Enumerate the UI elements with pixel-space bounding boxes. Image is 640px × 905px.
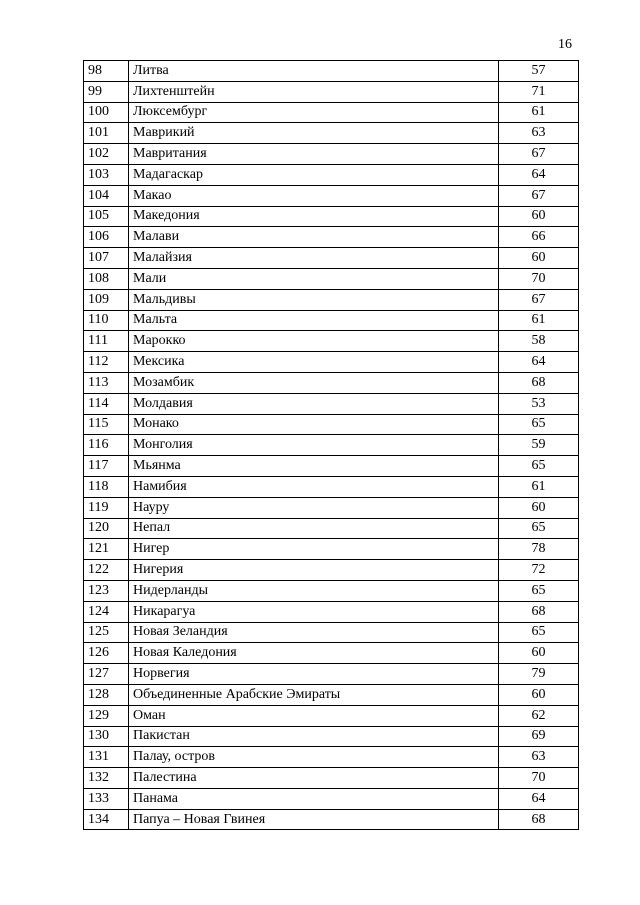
- table-row: [84, 622, 579, 643]
- country-name-cell: Пакистан: [129, 726, 499, 747]
- value-cell: 65: [499, 456, 579, 477]
- value-cell: 53: [499, 393, 579, 414]
- value-cell: 69: [499, 726, 579, 747]
- value-cell: 64: [499, 164, 579, 185]
- table-row: [84, 747, 579, 768]
- value-cell: 61: [499, 102, 579, 123]
- value-cell: 67: [499, 185, 579, 206]
- row-number-cell: 98: [84, 61, 129, 82]
- table-row: [84, 705, 579, 726]
- row-number-cell: 108: [84, 268, 129, 289]
- row-number-cell: 123: [84, 580, 129, 601]
- table-row: [84, 81, 579, 102]
- row-number-cell: 112: [84, 352, 129, 373]
- country-name-cell: Нигерия: [129, 560, 499, 581]
- row-number-cell: 110: [84, 310, 129, 331]
- row-number-cell: 104: [84, 185, 129, 206]
- value-cell: 64: [499, 788, 579, 809]
- table-row: [84, 580, 579, 601]
- row-number-cell: 130: [84, 726, 129, 747]
- table-row: [84, 601, 579, 622]
- value-cell: 60: [499, 497, 579, 518]
- table-row: [84, 61, 579, 82]
- row-number-cell: 128: [84, 684, 129, 705]
- row-number-cell: 122: [84, 560, 129, 581]
- country-name-cell: Новая Зеландия: [129, 622, 499, 643]
- table-row: [84, 726, 579, 747]
- country-name-cell: Палау, остров: [129, 747, 499, 768]
- row-number-cell: 134: [84, 809, 129, 830]
- table-row: [84, 643, 579, 664]
- table-row: [84, 268, 579, 289]
- country-name-cell: Мальдивы: [129, 289, 499, 310]
- row-number-cell: 119: [84, 497, 129, 518]
- value-cell: 61: [499, 476, 579, 497]
- value-cell: 58: [499, 331, 579, 352]
- page-number: 16: [558, 37, 572, 52]
- country-name-cell: Монголия: [129, 435, 499, 456]
- table-row: [84, 352, 579, 373]
- table-row: [84, 435, 579, 456]
- country-name-cell: Мексика: [129, 352, 499, 373]
- table-row: [84, 768, 579, 789]
- table-row: [84, 248, 579, 269]
- table-row: [84, 809, 579, 830]
- country-name-cell: Никарагуа: [129, 601, 499, 622]
- row-number-cell: 131: [84, 747, 129, 768]
- row-number-cell: 111: [84, 331, 129, 352]
- country-name-cell: Марокко: [129, 331, 499, 352]
- country-name-cell: Объединенные Арабские Эмираты: [129, 684, 499, 705]
- country-name-cell: Макао: [129, 185, 499, 206]
- country-name-cell: Оман: [129, 705, 499, 726]
- table-row: [84, 560, 579, 581]
- value-cell: 63: [499, 747, 579, 768]
- value-cell: 60: [499, 206, 579, 227]
- country-name-cell: Панама: [129, 788, 499, 809]
- table-row: [84, 372, 579, 393]
- value-cell: 72: [499, 560, 579, 581]
- row-number-cell: 124: [84, 601, 129, 622]
- country-name-cell: Мали: [129, 268, 499, 289]
- row-number-cell: 126: [84, 643, 129, 664]
- value-cell: 68: [499, 809, 579, 830]
- data-table: [83, 60, 579, 830]
- country-name-cell: Лихтенштейн: [129, 81, 499, 102]
- value-cell: 65: [499, 414, 579, 435]
- row-number-cell: 102: [84, 144, 129, 165]
- row-number-cell: 105: [84, 206, 129, 227]
- row-number-cell: 117: [84, 456, 129, 477]
- row-number-cell: 133: [84, 788, 129, 809]
- table-row: [84, 123, 579, 144]
- table-row: [84, 164, 579, 185]
- table-row: [84, 684, 579, 705]
- table-row: [84, 331, 579, 352]
- country-name-cell: Литва: [129, 61, 499, 82]
- table-row: [84, 393, 579, 414]
- country-name-cell: Маврикий: [129, 123, 499, 144]
- value-cell: 63: [499, 123, 579, 144]
- country-name-cell: Малайзия: [129, 248, 499, 269]
- value-cell: 70: [499, 268, 579, 289]
- table-row: [84, 102, 579, 123]
- row-number-cell: 121: [84, 539, 129, 560]
- value-cell: 60: [499, 684, 579, 705]
- country-name-cell: Люксембург: [129, 102, 499, 123]
- row-number-cell: 113: [84, 372, 129, 393]
- table-row: [84, 539, 579, 560]
- row-number-cell: 99: [84, 81, 129, 102]
- value-cell: 67: [499, 144, 579, 165]
- value-cell: 65: [499, 518, 579, 539]
- country-name-cell: Мавритания: [129, 144, 499, 165]
- country-name-cell: Папуа – Новая Гвинея: [129, 809, 499, 830]
- country-name-cell: Македония: [129, 206, 499, 227]
- table-row: [84, 185, 579, 206]
- table-row: [84, 664, 579, 685]
- country-name-cell: Нигер: [129, 539, 499, 560]
- value-cell: 59: [499, 435, 579, 456]
- row-number-cell: 107: [84, 248, 129, 269]
- value-cell: 66: [499, 227, 579, 248]
- country-name-cell: Малави: [129, 227, 499, 248]
- table-row: [84, 497, 579, 518]
- value-cell: 65: [499, 580, 579, 601]
- table-row: [84, 518, 579, 539]
- table-row: [84, 456, 579, 477]
- country-name-cell: Палестина: [129, 768, 499, 789]
- table-row: [84, 788, 579, 809]
- row-number-cell: 101: [84, 123, 129, 144]
- row-number-cell: 115: [84, 414, 129, 435]
- value-cell: 70: [499, 768, 579, 789]
- value-cell: 79: [499, 664, 579, 685]
- value-cell: 78: [499, 539, 579, 560]
- value-cell: 68: [499, 372, 579, 393]
- country-name-cell: Новая Каледония: [129, 643, 499, 664]
- value-cell: 57: [499, 61, 579, 82]
- country-name-cell: Молдавия: [129, 393, 499, 414]
- country-name-cell: Мадагаскар: [129, 164, 499, 185]
- table-row: [84, 414, 579, 435]
- row-number-cell: 118: [84, 476, 129, 497]
- table-row: [84, 289, 579, 310]
- value-cell: 67: [499, 289, 579, 310]
- row-number-cell: 116: [84, 435, 129, 456]
- table-row: [84, 310, 579, 331]
- country-name-cell: Мальта: [129, 310, 499, 331]
- country-name-cell: Мьянма: [129, 456, 499, 477]
- country-name-cell: Науру: [129, 497, 499, 518]
- row-number-cell: 125: [84, 622, 129, 643]
- table-row: [84, 476, 579, 497]
- value-cell: 68: [499, 601, 579, 622]
- row-number-cell: 120: [84, 518, 129, 539]
- value-cell: 61: [499, 310, 579, 331]
- table-row: [84, 206, 579, 227]
- value-cell: 62: [499, 705, 579, 726]
- row-number-cell: 106: [84, 227, 129, 248]
- country-name-cell: Монако: [129, 414, 499, 435]
- value-cell: 60: [499, 248, 579, 269]
- value-cell: 65: [499, 622, 579, 643]
- row-number-cell: 109: [84, 289, 129, 310]
- value-cell: 60: [499, 643, 579, 664]
- country-name-cell: Непал: [129, 518, 499, 539]
- value-cell: 71: [499, 81, 579, 102]
- row-number-cell: 100: [84, 102, 129, 123]
- row-number-cell: 129: [84, 705, 129, 726]
- country-name-cell: Мозамбик: [129, 372, 499, 393]
- country-name-cell: Норвегия: [129, 664, 499, 685]
- table-row: [84, 144, 579, 165]
- row-number-cell: 114: [84, 393, 129, 414]
- country-name-cell: Нидерланды: [129, 580, 499, 601]
- row-number-cell: 103: [84, 164, 129, 185]
- value-cell: 64: [499, 352, 579, 373]
- table-row: [84, 227, 579, 248]
- country-name-cell: Намибия: [129, 476, 499, 497]
- row-number-cell: 127: [84, 664, 129, 685]
- table-body: [84, 61, 579, 830]
- row-number-cell: 132: [84, 768, 129, 789]
